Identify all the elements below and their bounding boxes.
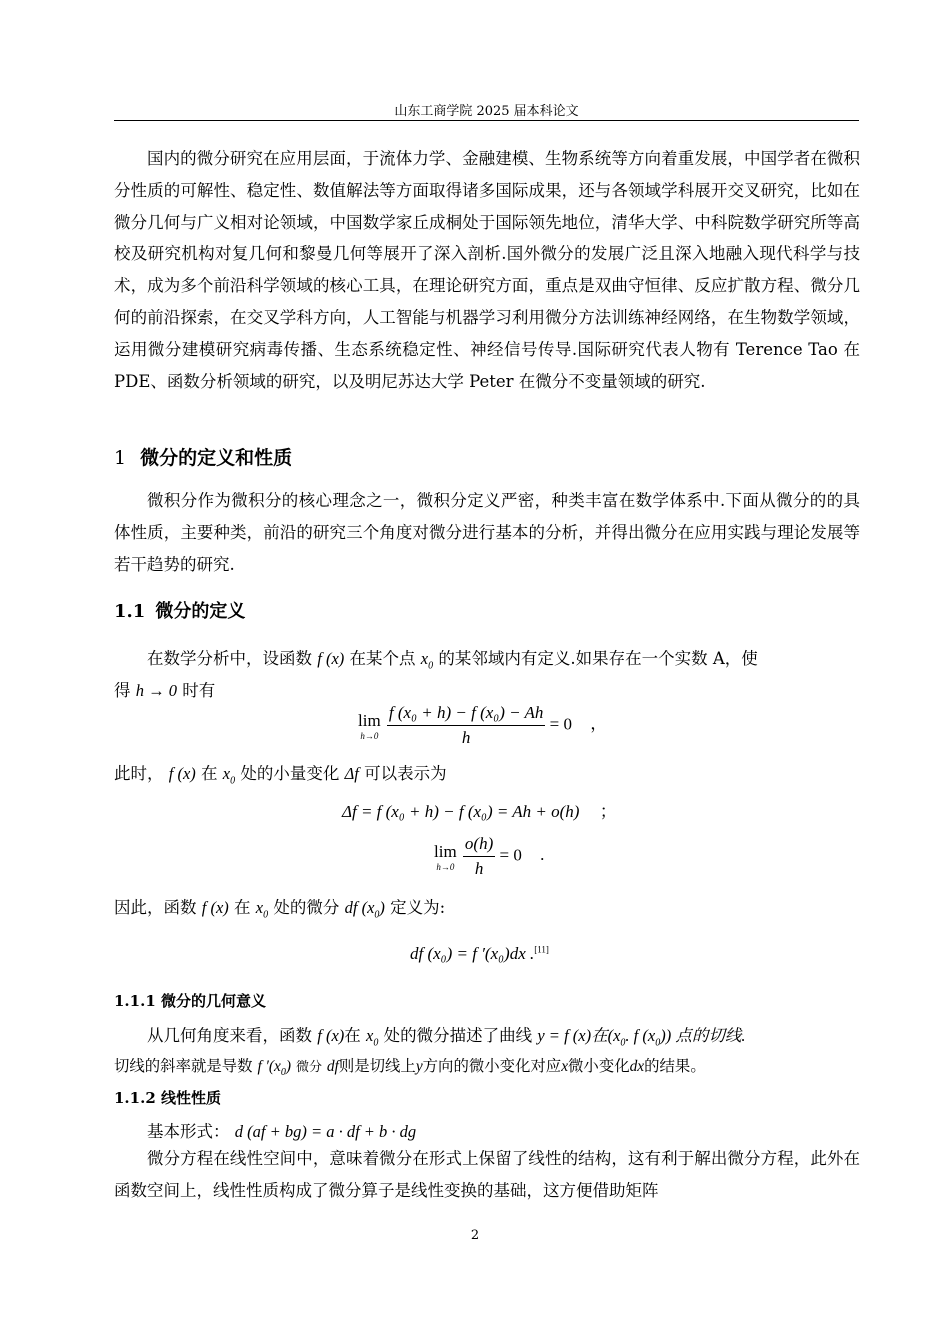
text-run: 在数学分析中，设函数 xyxy=(147,649,312,668)
linear-paragraph: 微分方程在线性空间中，意味着微分在形式上保留了线性的结构，这有利于解出微分方程，此外在函数空间上，线性性质构成了微分算子是线性变换的基础，这方便借助矩阵 xyxy=(114,1149,860,1200)
math-y: y xyxy=(415,1058,423,1075)
basic-form-line xyxy=(114,1118,893,1142)
text-run: 在 xyxy=(201,764,218,783)
math-fx: f (x) xyxy=(317,1026,345,1045)
math-h-to-zero: h → 0 xyxy=(135,681,177,700)
text-run: 得 xyxy=(114,681,131,700)
math-x0: $x_0$ xyxy=(222,764,236,787)
formula-rhs: = 0 xyxy=(549,714,573,734)
text-run: 处的微分描述了曲线 xyxy=(383,1026,533,1045)
text-run: 时有 xyxy=(182,681,216,700)
geometry-line-2 xyxy=(114,1054,860,1078)
thus-line xyxy=(114,894,860,920)
math-dx: dx xyxy=(629,1058,645,1075)
text-run: 微分 xyxy=(295,1060,322,1075)
page-number: 2 xyxy=(470,1228,480,1243)
definition-line-1 xyxy=(114,645,893,671)
math-x: x xyxy=(561,1058,569,1075)
formula-increment: Δf = f (x₀ + h) − f (x₀) = Ah + o(h) ； xyxy=(342,802,617,821)
text-run: 方向的微小变化对应 xyxy=(422,1057,562,1075)
now-line xyxy=(114,760,860,786)
subsection-heading-1-1 xyxy=(114,597,245,623)
math-linearity: d (af + bg) = a · df + b · dg xyxy=(234,1122,417,1141)
formula-little-o xyxy=(434,834,544,879)
geometry-line-1 xyxy=(114,1022,893,1048)
math-delta-f: Δf xyxy=(344,764,359,783)
limit-operator: lim h→0 xyxy=(434,841,457,872)
limit-operator: lim h→0 xyxy=(358,710,381,741)
citation-11: [11] xyxy=(534,944,549,955)
text-run: 定义为: xyxy=(390,898,446,917)
text-run: 在某个点 xyxy=(349,649,416,668)
subsubsection-heading-1-1-2: 1.1.2 线性性质 xyxy=(114,1089,221,1107)
formula-rhs: = 0 xyxy=(499,845,522,865)
formula-differential-definition: df (x₀) = f ′(x₀)dx .[11] xyxy=(410,944,549,963)
section1-paragraph: 微积分作为微积分的核心理念之一，微积分定义严密，种类丰富在数学体系中.下面从微分的的具体性质，主要种类，前沿的研究三个角度对微分进行基本的分析，并得出微分在应用实践与理论发展等若干趋势的研究. xyxy=(114,491,860,574)
text-run: 则是切线上 xyxy=(338,1057,416,1075)
math-x0: $x_0$ xyxy=(420,649,434,672)
intro-paragraph: 国内的微分研究在应用层面，于流体力学、金融建模、生物系统等方向着重发展，中国学者在微积分性质的可解性、稳定性、数值解法等方面取得诸多国际成果，还与各领域学科展开交叉研究，比如在微分几何与广义相对论领域，中国数学家丘成桐处于国际领先地位，清华大学、中科院数学研究所等高校及研究机构对复几何和黎曼几何等展开了深入剖析.国外微分的发展广泛且深入地融入现代科学与技术，成为多个前沿科学领域的核心工具，在理论研究方面，重点是双曲守恒律、反应扩散方程、微分几何的前沿探索，在交叉学科方向，人工智能与机器学习利用微分方法训练神经网络，在生物数学领域，运用微分建模研究病毒传播、生态系统稳定性、神经信号传导.国际研究代表人物有 Terence Tao 在 PDE、函数分析领域的研究，以及明尼苏达大学 Peter 在微分不变量领域的研究. xyxy=(114,149,860,391)
math-x0: $x_0$ xyxy=(366,1026,379,1049)
text-run: 此时， xyxy=(114,764,164,783)
text-run: 的结果。 xyxy=(644,1057,706,1075)
text-run: 因此，函数 xyxy=(114,898,197,917)
fraction: $\frac{o(h)}{h}$ xyxy=(464,834,494,878)
subsubsection-heading-1-1-1: 1.1.1 微分的几何意义 xyxy=(114,992,266,1010)
header-rule xyxy=(114,120,859,121)
subsection-number: 1.1 xyxy=(114,601,146,622)
math-derivative: f $'(x_0)$ xyxy=(257,1058,292,1079)
math-differential: df $(x_0)$ xyxy=(344,898,385,921)
fraction: $\frac{\text{f (x₀ + h) − f (x₀) − Ah}}{h}$ xyxy=(388,703,544,747)
text-run: 基本形式： xyxy=(147,1122,230,1141)
text-run: 切线的斜率就是导数 xyxy=(114,1057,253,1075)
math-fx: f (x) xyxy=(201,898,229,917)
section-title: 微分的定义和性质 xyxy=(140,447,293,469)
text-run: 在 xyxy=(234,898,251,917)
text-run: 处的微分 xyxy=(273,898,340,917)
math-fx: f (x) xyxy=(317,649,345,668)
math-curve: y = f (x) xyxy=(537,1026,592,1045)
text-run: 的某邻域内有定义.如果存在一个实数 A，使 xyxy=(438,649,758,668)
running-header: 山东工商学院 2025 届本科论文 xyxy=(394,104,579,119)
math-df: df xyxy=(326,1058,339,1075)
section-heading-1 xyxy=(114,443,292,470)
subsection-title: 微分的定义 xyxy=(155,601,246,622)
text-run: 可以表示为 xyxy=(364,764,447,783)
text-run: 在 xyxy=(344,1026,361,1045)
text-run: 微小变化 xyxy=(568,1057,630,1075)
math-fx: f (x) xyxy=(168,764,196,783)
math-x0: $x_0$ xyxy=(255,898,269,921)
formula-punct: ， xyxy=(590,714,608,734)
section-number: 1 xyxy=(114,447,127,469)
text-run: 处的小量变化 xyxy=(240,764,340,783)
definition-line-2 xyxy=(114,677,860,701)
text-run: 从几何角度来看，函数 xyxy=(147,1026,312,1045)
formula-punct: . xyxy=(540,845,545,865)
formula-limit-definition xyxy=(358,703,607,748)
math-point: 在($x_0$. f $(x_0)$) 点的切线. xyxy=(591,1026,746,1049)
